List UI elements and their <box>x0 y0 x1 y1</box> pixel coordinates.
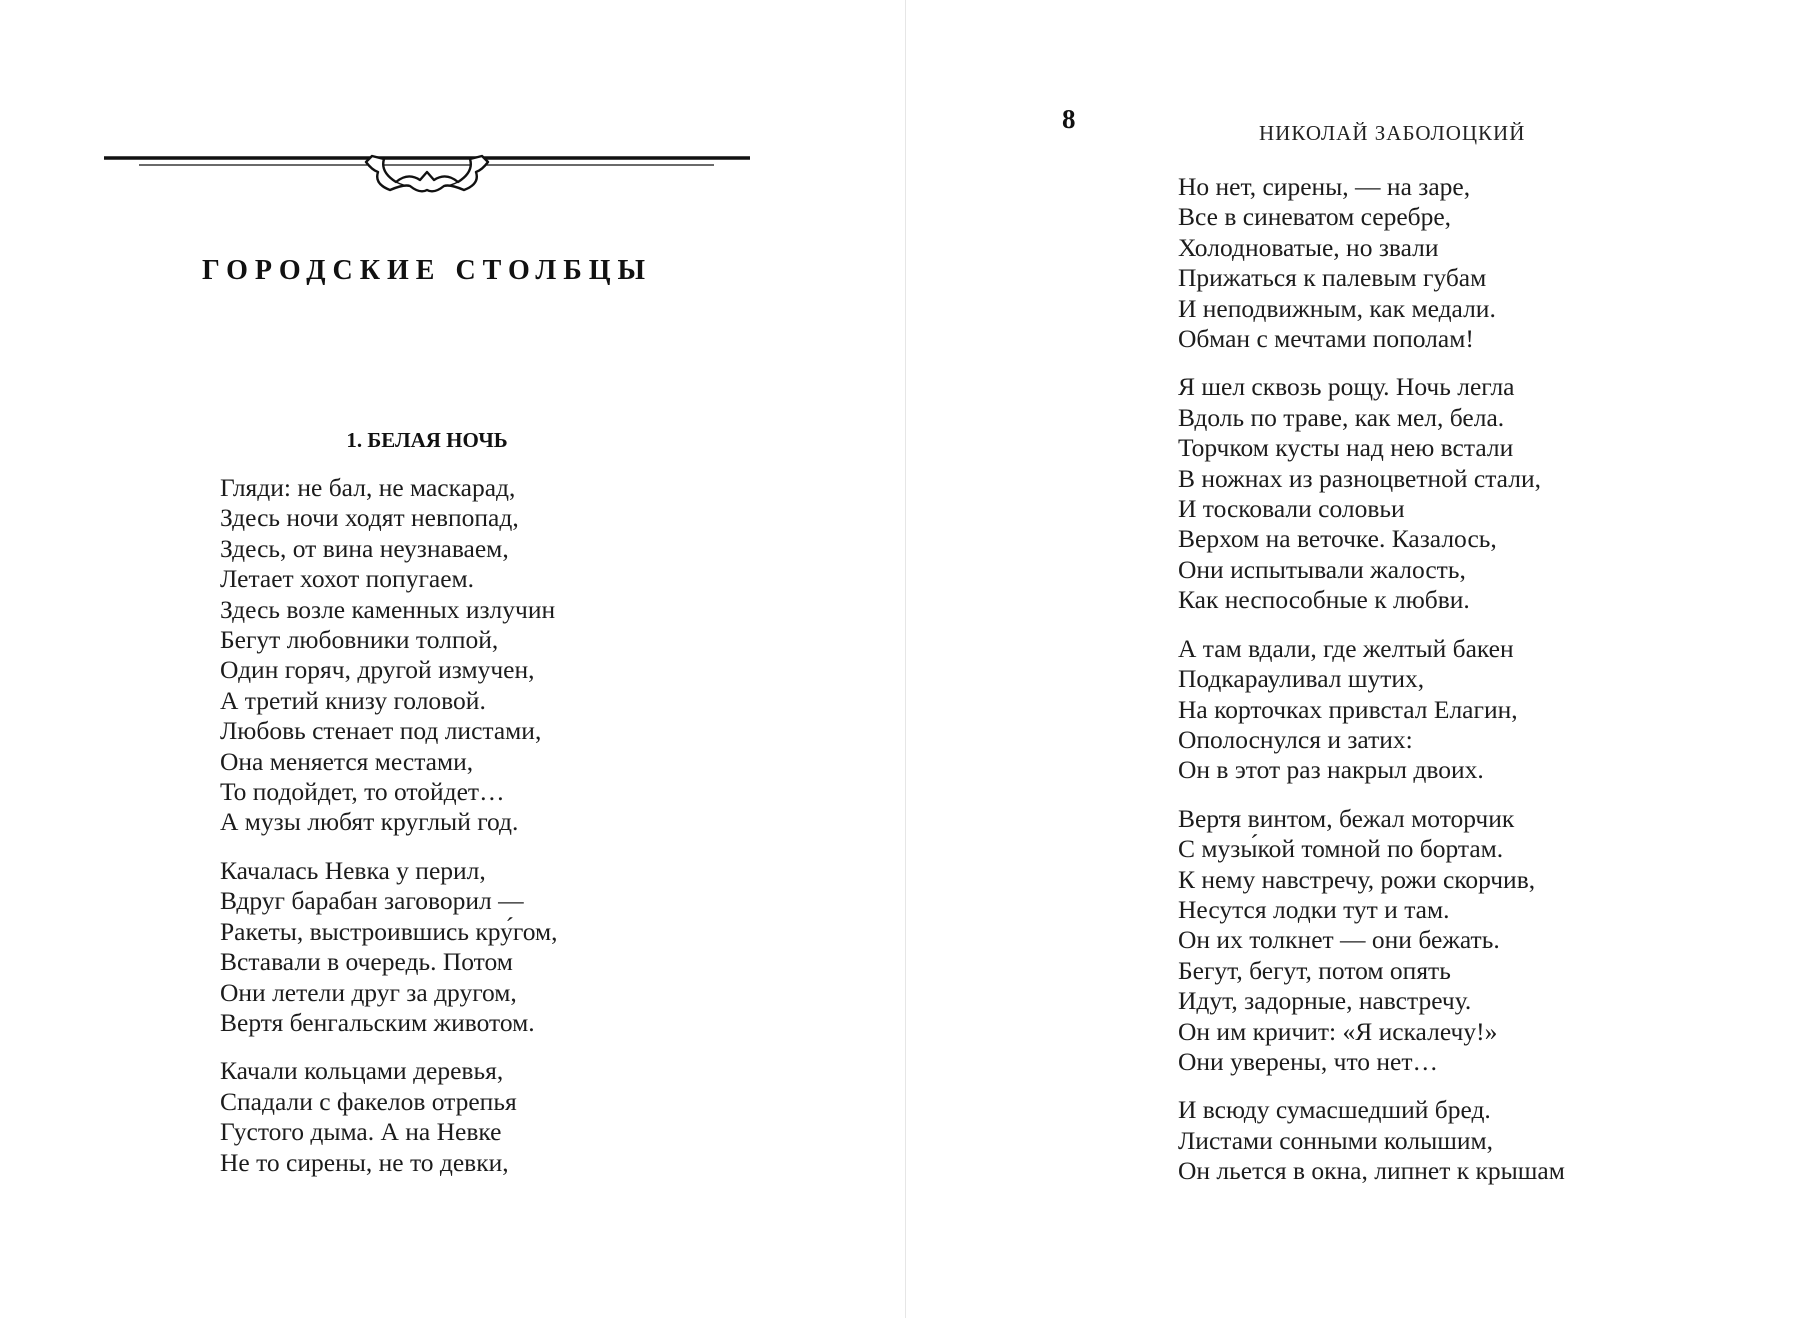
verse-line: Он в этот раз накрыл двоих. <box>1178 755 1484 785</box>
left-page <box>0 0 905 1318</box>
verse-line: Подкарауливал шутих, <box>1178 664 1425 694</box>
stanza <box>1178 172 1565 354</box>
verse-line: И тосковали соловьи <box>1178 494 1405 524</box>
verse-line: Вставали в очередь. Потом <box>220 947 513 977</box>
ornament-flourish <box>366 156 488 191</box>
verse-line: То подойдет, то отойдет… <box>220 777 505 807</box>
verse-line: Не то сирены, не то девки, <box>220 1147 509 1177</box>
verse-line: И неподвижным, как медали. <box>1178 293 1496 323</box>
verse-line: Они летели друг за другом, <box>220 977 517 1007</box>
verse-line: Здесь возле каменных излучин <box>220 594 556 624</box>
verse-line: Спадали с факелов отрепья <box>220 1086 517 1116</box>
verse-line: А третий книзу головой. <box>220 685 486 715</box>
verse-line: Ополоснулся и затих: <box>1178 724 1413 754</box>
verse-line: Но нет, сирены, — на заре, <box>1178 172 1471 201</box>
verse-line: Один горяч, другой измучен, <box>220 655 535 685</box>
verse-line: Вдруг барабан заговорил — <box>220 886 524 916</box>
stanza <box>1178 804 1565 1078</box>
verse-line: Он льется в окна, липнет к крышам <box>1178 1156 1565 1186</box>
verse-line: Они уверены, что нет… <box>1178 1046 1439 1076</box>
section-ornament <box>104 150 750 196</box>
verse-line: Качалась Невка у перил, <box>220 855 486 885</box>
verse-line: Здесь, от вина неузнаваем, <box>220 533 509 563</box>
verse-line: Она меняется местами, <box>220 746 474 776</box>
verse-line: Вертя бенгальским животом. <box>220 1007 535 1037</box>
verse-line: Вдоль по траве, как мел, бела. <box>1178 402 1505 432</box>
verse-line: Верхом на веточке. Казалось, <box>1178 524 1497 554</box>
verse-line: Любовь стенает под листами, <box>220 716 542 746</box>
verse-line: Бегут любовники толпой, <box>220 625 499 655</box>
stanza <box>220 473 558 838</box>
verse-line: Я шел сквозь рощу. Ночь легла <box>1178 372 1515 402</box>
verse-line: Вертя винтом, бежал моторчик <box>1178 803 1515 833</box>
verse-line: Густого дыма. А на Невке <box>220 1117 502 1147</box>
verse-line: Летает хохот попугаем. <box>220 564 475 594</box>
section-title: ГОРОДСКИЕ СТОЛБЦЫ <box>201 255 653 286</box>
stanza <box>1178 1095 1565 1186</box>
verse-line: Холодноватые, но звали <box>1178 232 1439 262</box>
verse-line: Обман с мечтами пополам! <box>1178 324 1474 354</box>
verse-line: Несутся лодки тут и там. <box>1178 894 1450 924</box>
verse-line: Как неспособные к любви. <box>1178 585 1470 615</box>
stanza <box>1178 634 1565 786</box>
verse-line: Они испытывали жалость, <box>1178 554 1466 584</box>
verse-line: Бегут, бегут, потом опять <box>1178 955 1451 985</box>
verse-line: Он им кричит: «Я искалечу!» <box>1178 1016 1498 1046</box>
verse-line: Здесь ночи ходят невпопад, <box>220 503 519 533</box>
verse-line: Гляди: не бал, не маскарад, <box>220 473 516 502</box>
poem-verse-right <box>1178 172 1565 1187</box>
verse-line: Идут, задорные, навстречу. <box>1178 986 1472 1016</box>
running-head: НИКОЛАЙ ЗАБОЛОЦКИЙ <box>1259 121 1526 145</box>
verse-line: Торчком кусты над нею встали <box>1178 433 1514 463</box>
verse-line: А там вдали, где желтый бакен <box>1178 633 1514 663</box>
verse-line: Листами сонными колышим, <box>1178 1125 1494 1155</box>
stanza <box>220 1056 558 1178</box>
verse-line: Качали кольцами деревья, <box>220 1056 504 1086</box>
verse-line: А музы любят круглый год. <box>220 807 519 837</box>
stanza <box>220 856 558 1038</box>
verse-line: На корточках привстал Елагин, <box>1178 694 1518 724</box>
verse-line: В ножнах из разноцветной стали, <box>1178 463 1541 493</box>
right-page <box>906 0 1811 1318</box>
verse-line: К нему навстречу, рожи скорчив, <box>1178 864 1536 894</box>
verse-line: И всюду сумасшедший бред. <box>1178 1095 1491 1125</box>
verse-line: С музы́кой томной по бортам. <box>1178 834 1504 864</box>
verse-line: Прижаться к палевым губам <box>1178 263 1487 293</box>
verse-line: Ракеты, выстроившись кру́гом, <box>220 916 558 946</box>
stanza <box>1178 372 1565 615</box>
verse-line: Он их толкнет — они бежать. <box>1178 925 1500 955</box>
poem-verse-left <box>220 473 558 1178</box>
page-number: 8 <box>1062 104 1076 134</box>
poem-title: 1. БЕЛАЯ НОЧЬ <box>346 428 508 452</box>
verse-line: Все в синеватом серебре, <box>1178 202 1452 232</box>
